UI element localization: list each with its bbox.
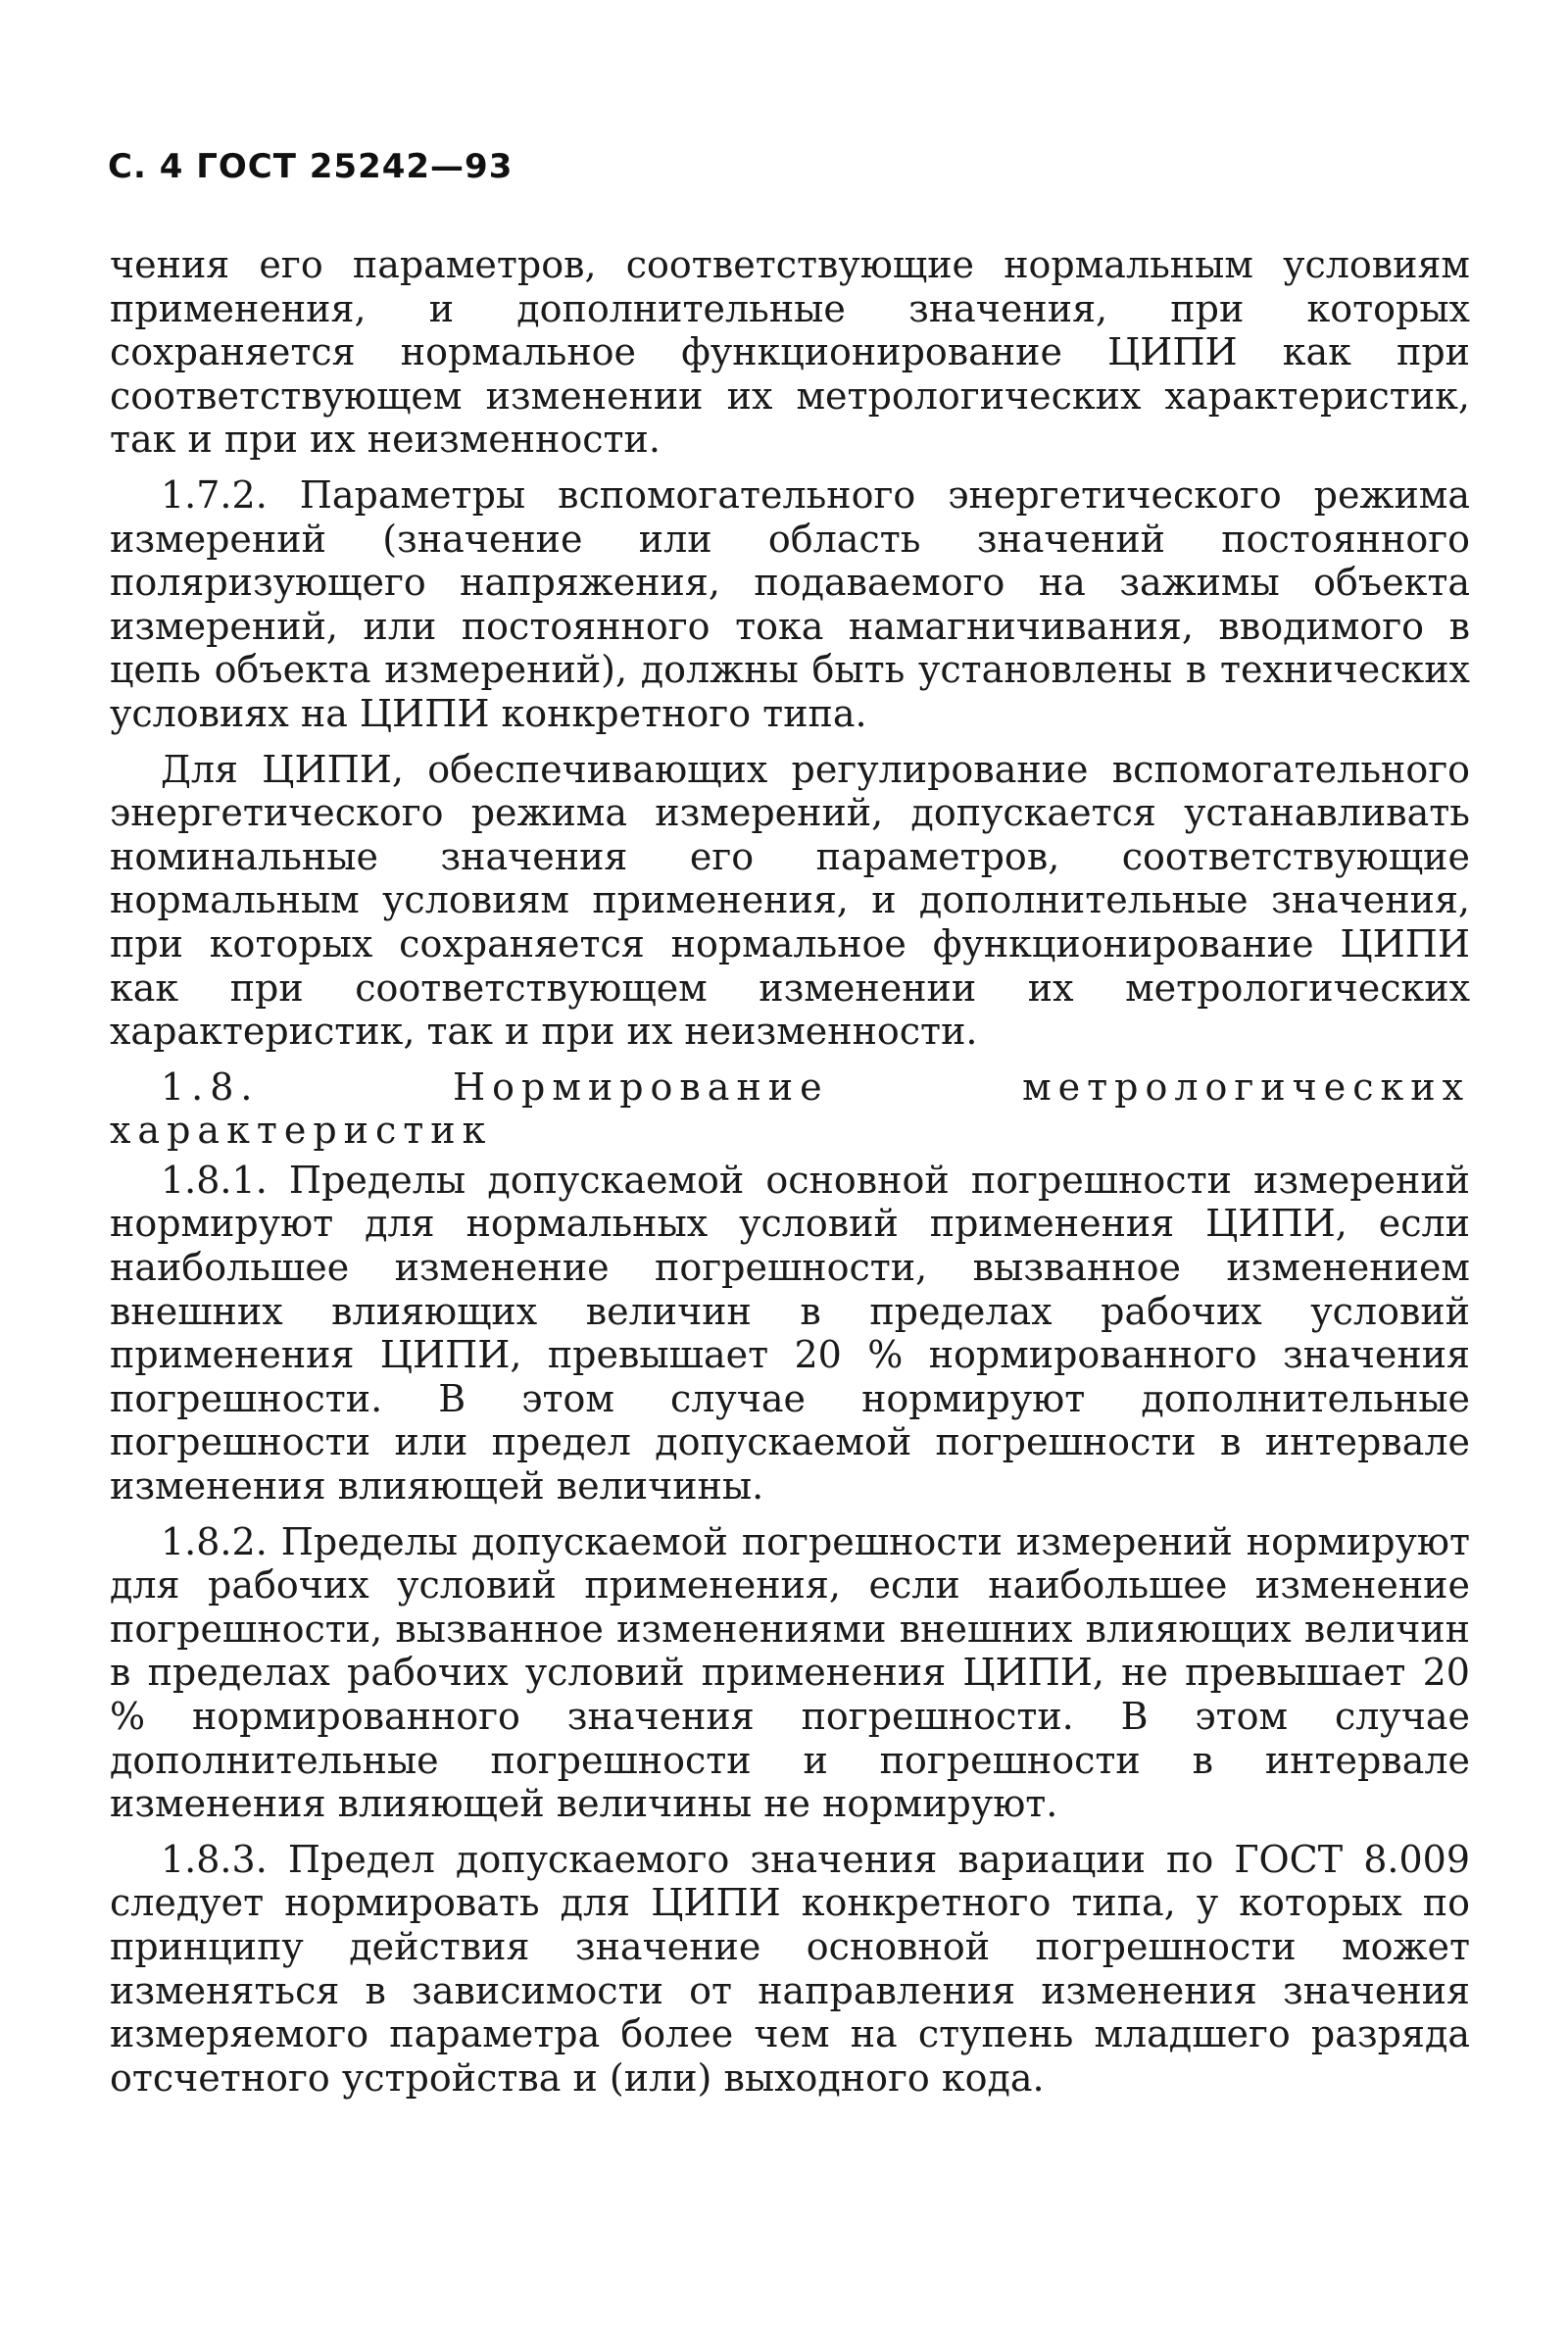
page-header: С. 4 ГОСТ 25242—93 [108, 147, 514, 186]
paragraph-1-8-1: 1.8.1. Пределы допускаемой основной погрешности измерений нормируют для нормальных условий применения ЦИПИ, если наибольшее изменение погрешности, вызванное изменением внешних влияющих величин в пределах рабочих условий применения ЦИПИ, превышает 20 % нормированного значения погрешности. В этом случае нормируют дополнительные погрешности или предел допускаемой погрешности в интервале изменения влияющей величины. [110, 1158, 1470, 1509]
paragraph-continuation: чения его параметров, соответствующие нормальным условиям применения, и дополнительные значения, при которых сохраняется нормальное функционирование ЦИПИ как при соответствующем изменении их метрологических характеристик, так и при их неизменности. [110, 243, 1470, 462]
paragraph-1-7-2: 1.7.2. Параметры вспомогательного энергетического режима измерений (значение или область значений постоянного поляризующего напряжения, подаваемого на зажимы объекта измерений, или постоянного тока намагничивания, вводимого в цепь объекта измерений), должны быть установлены в технических условиях на ЦИПИ конкретного типа. [110, 472, 1470, 735]
body-text [110, 243, 1470, 2111]
paragraph-1-8-3: 1.8.3. Предел допускаемого значения вариации по ГОСТ 8.009 следует нормировать для ЦИПИ конкретного типа, у которых по принципу действия значение основной погрешности может изменяться в зависимости от направления изменения значения измеряемого параметра более чем на ступень младшего разряда отсчетного устройства и (или) выходного кода. [110, 1837, 1470, 2100]
section-heading-1-8: 1.8. Нормирование метрологических характеристик [110, 1064, 1470, 1153]
paragraph-regulation: Для ЦИПИ, обеспечивающих регулирование вспомогательного энергетического режима измерений, допускается устанавливать номинальные значения его параметров, соответствующие нормальным условиям применения, и дополнительные значения, при которых сохраняется нормальное функционирование ЦИПИ как при соответствующем изменении их метрологических характеристик, так и при их неизменности. [110, 747, 1470, 1054]
paragraph-1-8-2: 1.8.2. Пределы допускаемой погрешности измерений нормируют для рабочих условий применения, если наибольшее изменение погрешности, вызванное изменениями внешних влияющих величин в пределах рабочих условий применения ЦИПИ, не превышает 20 % нормированного значения погрешности. В этом случае дополнительные погрешности и погрешности в интервале изменения влияющей величины не нормируют. [110, 1519, 1470, 1826]
